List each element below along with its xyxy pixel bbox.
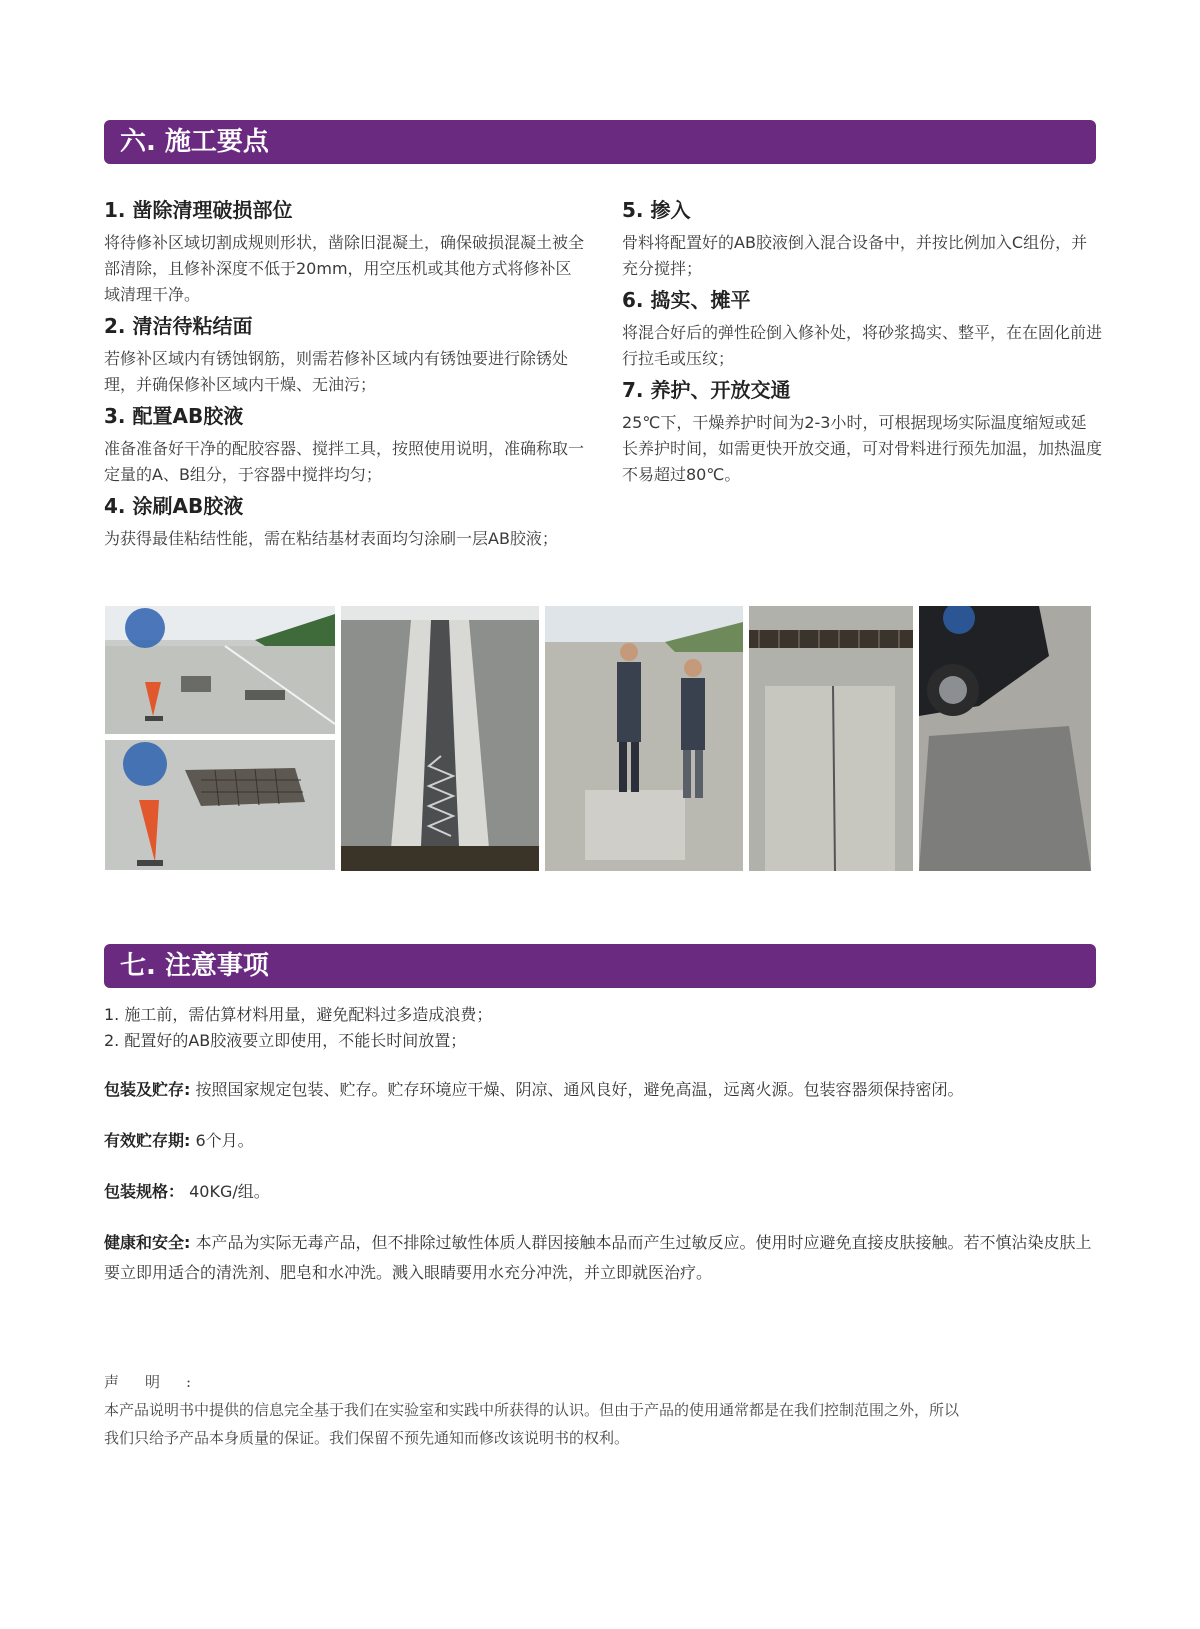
section-6-banner — [104, 120, 1096, 164]
declaration-line-2: 我们只给予产品本身质量的保证。我们保留不预先通知而修改该说明书的权利。 — [104, 1429, 630, 1447]
step-2-body: 若修补区域内有锈蚀钢筋，则需若修补区域内有锈蚀要进行除锈处理，并确保修补区域内干燥、无油污； — [104, 349, 569, 394]
step-7-body: 25℃下，干燥养护时间为2-3小时，可根据现场实际温度缩短或延长养护时间，如需更快开放交通，可对骨料进行预先加温，加热温度不易超过80℃。 — [622, 413, 1103, 484]
step-5-body: 骨料将配置好的AB胶液倒入混合设备中，并按比例加入C组份，并充分搅拌； — [622, 233, 1088, 278]
step-3-title: 3. 配置AB胶液 — [104, 404, 244, 428]
steps-left-column — [104, 196, 586, 556]
step-5-title: 5. 掺入 — [622, 198, 691, 222]
safety-paragraph — [104, 1228, 1100, 1288]
notes-list — [104, 1002, 1096, 1054]
safety-label: 健康和安全: — [104, 1233, 191, 1252]
shelf-life-label: 有效贮存期: — [104, 1131, 191, 1150]
package-spec-label: 包装规格： — [104, 1182, 185, 1201]
storage-label: 包装及贮存: — [104, 1080, 191, 1099]
road-repair-photo — [105, 606, 335, 734]
declaration — [104, 1368, 1100, 1452]
step-4-title: 4. 涂刷AB胶液 — [104, 494, 244, 518]
step-6-body: 将混合好后的弹性砼倒入修补处，将砂浆捣实、整平，在在固化前进行拉毛或压纹； — [622, 323, 1103, 368]
road-repair-mesh-photo — [105, 740, 335, 870]
safety-text: 本产品为实际无毒产品，但不排除过敏性体质人群因接触本品而产生过敏反应。使用时应避免直接皮肤接触。若不慎沾染皮肤上要立即用适合的清洗剂、肥皂和水冲洗。溅入眼睛要用水充分冲洗，并立即就医治疗。 — [104, 1233, 1092, 1282]
shelf-life-paragraph — [104, 1126, 1100, 1156]
section-7-title: 七. 注意事项 — [120, 951, 269, 981]
step-1-body: 将待修补区域切割成规则形状，凿除旧混凝土，确保破损混凝土被全部清除，且修补深度不低于20mm，用空压机或其他方式将修补区域清理干净。 — [104, 233, 585, 304]
declaration-line-1: 本产品说明书中提供的信息完全基于我们在实验室和实践中所获得的认识。但由于产品的使用通常都是在我们控制范围之外，所以 — [104, 1401, 960, 1419]
repaired-slab-photo — [749, 606, 913, 871]
note-1: 1. 施工前，需估算材料用量，避免配料过多造成浪费； — [104, 1005, 493, 1024]
declaration-title: 声明: — [104, 1373, 218, 1391]
step-3-body: 准备准备好干净的配胶容器、搅拌工具，按照使用说明，准确称取一定量的A、B组分，于容器中搅拌均匀； — [104, 439, 585, 484]
step-1-title: 1. 凿除清理破损部位 — [104, 198, 293, 222]
package-spec-text: 40KG/组。 — [184, 1182, 270, 1201]
car-on-repair-photo — [919, 606, 1091, 871]
steps-right-column — [622, 196, 1102, 492]
step-4-body: 为获得最佳粘结性能，需在粘结基材表面均匀涂刷一层AB胶液； — [104, 529, 558, 548]
storage-paragraph — [104, 1075, 1100, 1105]
section-7-banner — [104, 944, 1096, 988]
note-2: 2. 配置好的AB胶液要立即使用，不能长时间放置； — [104, 1031, 467, 1050]
expansion-joint-photo — [341, 606, 539, 871]
step-6-title: 6. 捣实、摊平 — [622, 288, 751, 312]
shelf-life-text: 6个月。 — [190, 1131, 254, 1150]
storage-text: 按照国家规定包装、贮存。贮存环境应干燥、阴凉、通风良好，避免高温，远离火源。包装容器须保持密闭。 — [190, 1080, 964, 1099]
package-spec-paragraph — [104, 1177, 1100, 1207]
step-7-title: 7. 养护、开放交通 — [622, 378, 791, 402]
section-6-title: 六. 施工要点 — [120, 127, 269, 157]
inspectors-photo — [545, 606, 743, 871]
step-2-title: 2. 清洁待粘结面 — [104, 314, 253, 338]
